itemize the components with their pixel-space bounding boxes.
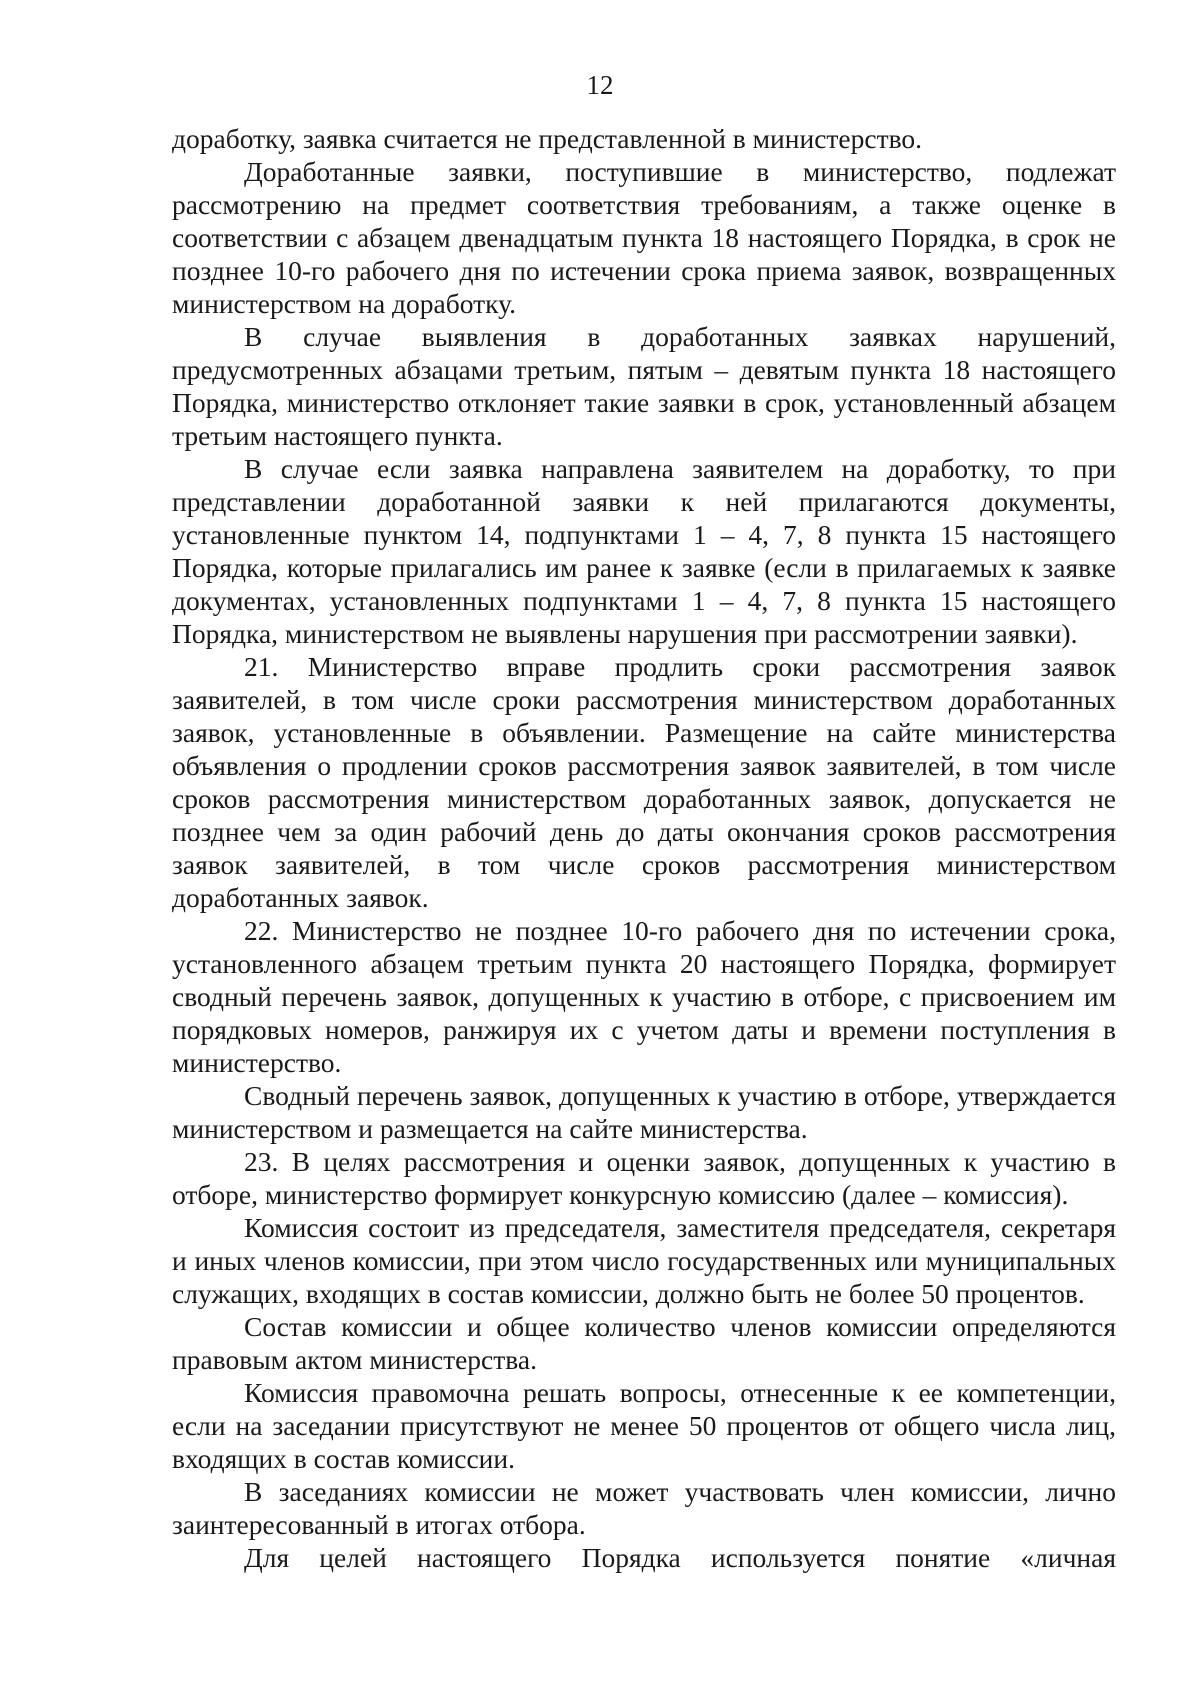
paragraph-summary-list: Сводный перечень заявок, допущенных к участию в отборе, утверждается министерством и размещается на сайте министерства. [172, 1080, 1116, 1144]
paragraph-commission-members: Состав комиссии и общее количество членов комиссии определяются правовым актом министерства. [172, 1311, 1116, 1375]
paragraph-violations-rejection: В случае выявления в доработанных заявках нарушений, предусмотренных абзацами третьим, пятым – девятым пункта 18 настоящего Порядка, министерство отклоняет такие заявки в срок, установленный абзацем третьим настоящего пункта. [172, 321, 1116, 451]
paragraph-continuation: доработку, заявка считается не представленной в министерство. [172, 123, 923, 154]
paragraph-personal-interest-definition: Для целей настоящего Порядка используется понятие «личная [244, 1542, 1116, 1573]
paragraph-item-22: 22. Министерство не позднее 10-го рабочего дня по истечении срока, установленного абзацем третьим пункта 20 настоящего Порядка, формирует сводный перечень заявок, допущенных к участию в отборе, с присвоением им порядковых номеров, ранжируя их с учетом даты и времени поступления в министерство. [172, 915, 1116, 1078]
paragraph-conflict-of-interest: В заседаниях комиссии не может участвовать член комиссии, лично заинтересованный в итогах отбора. [172, 1476, 1116, 1540]
paragraph-commission-quorum: Комиссия правомочна решать вопросы, отнесенные к ее компетенции, если на заседании присутствуют не менее 50 процентов от общего числа лиц, входящих в состав комиссии. [172, 1377, 1116, 1474]
page-number: 12 [586, 70, 614, 100]
document-body [172, 122, 1116, 1574]
paragraph-revised-applications-review: Доработанные заявки, поступившие в министерство, подлежат рассмотрению на предмет соответствия требованиям, а также оценке в соответствии с абзацем двенадцатым пункта 18 настоящего Порядка, в срок не позднее 10-го рабочего дня по истечении срока приема заявок, возвращенных министерством на доработку. [172, 156, 1116, 319]
paragraph-documents-attached: В случае если заявка направлена заявителем на доработку, то при представлении доработанной заявки к ней прилагаются документы, установленные пунктом 14, подпунктами 1 – 4, 7, 8 пункта 15 настоящего Порядка, которые прилагались им ранее к заявке (если в прилагаемых к заявке документах, установленных подпунктами 1 – 4, 7, 8 пункта 15 настоящего Порядка, министерством не выявлены нарушения при рассмотрении заявки). [172, 453, 1116, 649]
paragraph-item-21: 21. Министерство вправе продлить сроки рассмотрения заявок заявителей, в том числе сроки рассмотрения министерством доработанных заявок, установленные в объявлении. Размещение на сайте министерства объявления о продлении сроков рассмотрения заявок заявителей, в том числе сроков рассмотрения министерством доработанных заявок, допускается не позднее чем за один рабочий день до даты окончания сроков рассмотрения заявок заявителей, в том числе сроков рассмотрения министерством доработанных заявок. [172, 651, 1116, 913]
paragraph-commission-composition: Комиссия состоит из председателя, заместителя председателя, секретаря и иных членов комиссии, при этом число государственных или муниципальных служащих, входящих в состав комиссии, должно быть не более 50 процентов. [172, 1212, 1116, 1309]
paragraph-item-23: 23. В целях рассмотрения и оценки заявок, допущенных к участию в отборе, министерство формирует конкурсную комиссию (далее – комиссия). [172, 1146, 1116, 1210]
